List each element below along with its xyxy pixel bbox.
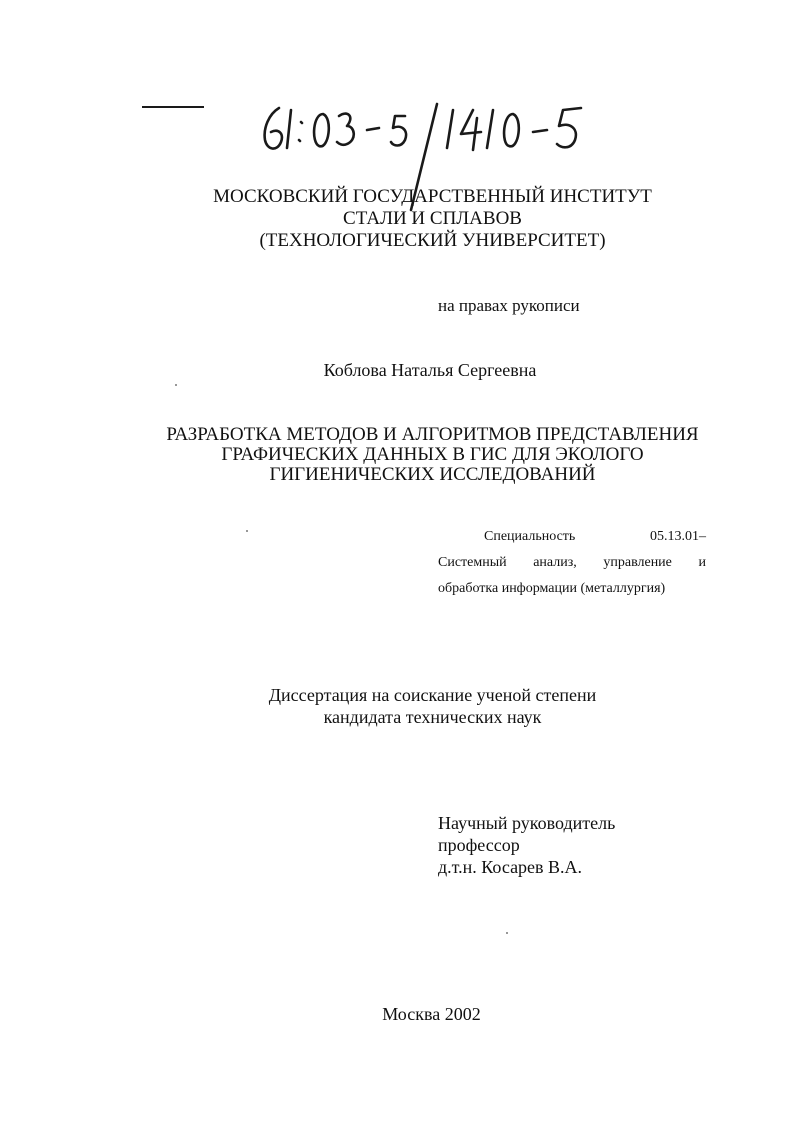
advisor-name: д.т.н. Косарев В.А. <box>438 857 583 877</box>
scan-speck <box>506 932 508 934</box>
specialty-field: обработка информации (металлургия) <box>438 581 666 596</box>
dissertation-title <box>36 425 793 485</box>
title-line-1: РАЗРАБОТКА МЕТОДОВ И АЛГОРИТМОВ ПРЕДСТАВЛЕНИЯ <box>166 424 699 445</box>
specialty-row-3 <box>438 576 706 602</box>
specialty-word-3: управление <box>603 555 672 570</box>
title-line-3: ГИГИЕНИЧЕСКИХ ИССЛЕДОВАНИЙ <box>269 464 596 485</box>
advisor-rank: профессор <box>438 835 520 855</box>
institute-line-3: (ТЕХНОЛОГИЧЕСКИЙ УНИВЕРСИТЕТ) <box>259 230 606 251</box>
institute-line-2: СТАЛИ И СПЛАВОВ <box>343 208 522 229</box>
degree-statement <box>36 684 793 728</box>
specialty-block <box>438 524 706 602</box>
specialty-label: Специальность <box>484 529 576 544</box>
title-line-2: ГРАФИЧЕСКИХ ДАННЫХ В ГИС ДЛЯ ЭКОЛОГО <box>221 444 644 465</box>
city-year: Москва 2002 <box>382 1004 481 1024</box>
specialty-word-1: Системный <box>438 555 507 570</box>
specialty-dash: – <box>699 529 706 544</box>
advisor-role: Научный руководитель <box>438 813 616 833</box>
institute-line-1: МОСКОВСКИЙ ГОСУДАРСТВЕННЫЙ ИНСТИТУТ <box>213 186 652 207</box>
specialty-word-2: анализ, <box>533 555 577 570</box>
specialty-row-2 <box>438 550 706 576</box>
author-name: Коблова Наталья Сергеевна <box>323 360 537 380</box>
rights-note: на правах рукописи <box>438 296 580 315</box>
degree-line-1: Диссертация на соискание ученой степени <box>268 685 597 705</box>
degree-line-2: кандидата технических наук <box>323 707 542 727</box>
specialty-code: 05.13.01 <box>650 529 699 544</box>
specialty-row-1 <box>438 524 706 550</box>
specialty-word-4: и <box>698 555 706 570</box>
scan-speck <box>246 530 248 532</box>
advisor-block <box>438 812 615 878</box>
scan-speck <box>175 384 177 386</box>
header-rule <box>142 106 204 108</box>
institute-name <box>36 186 793 252</box>
